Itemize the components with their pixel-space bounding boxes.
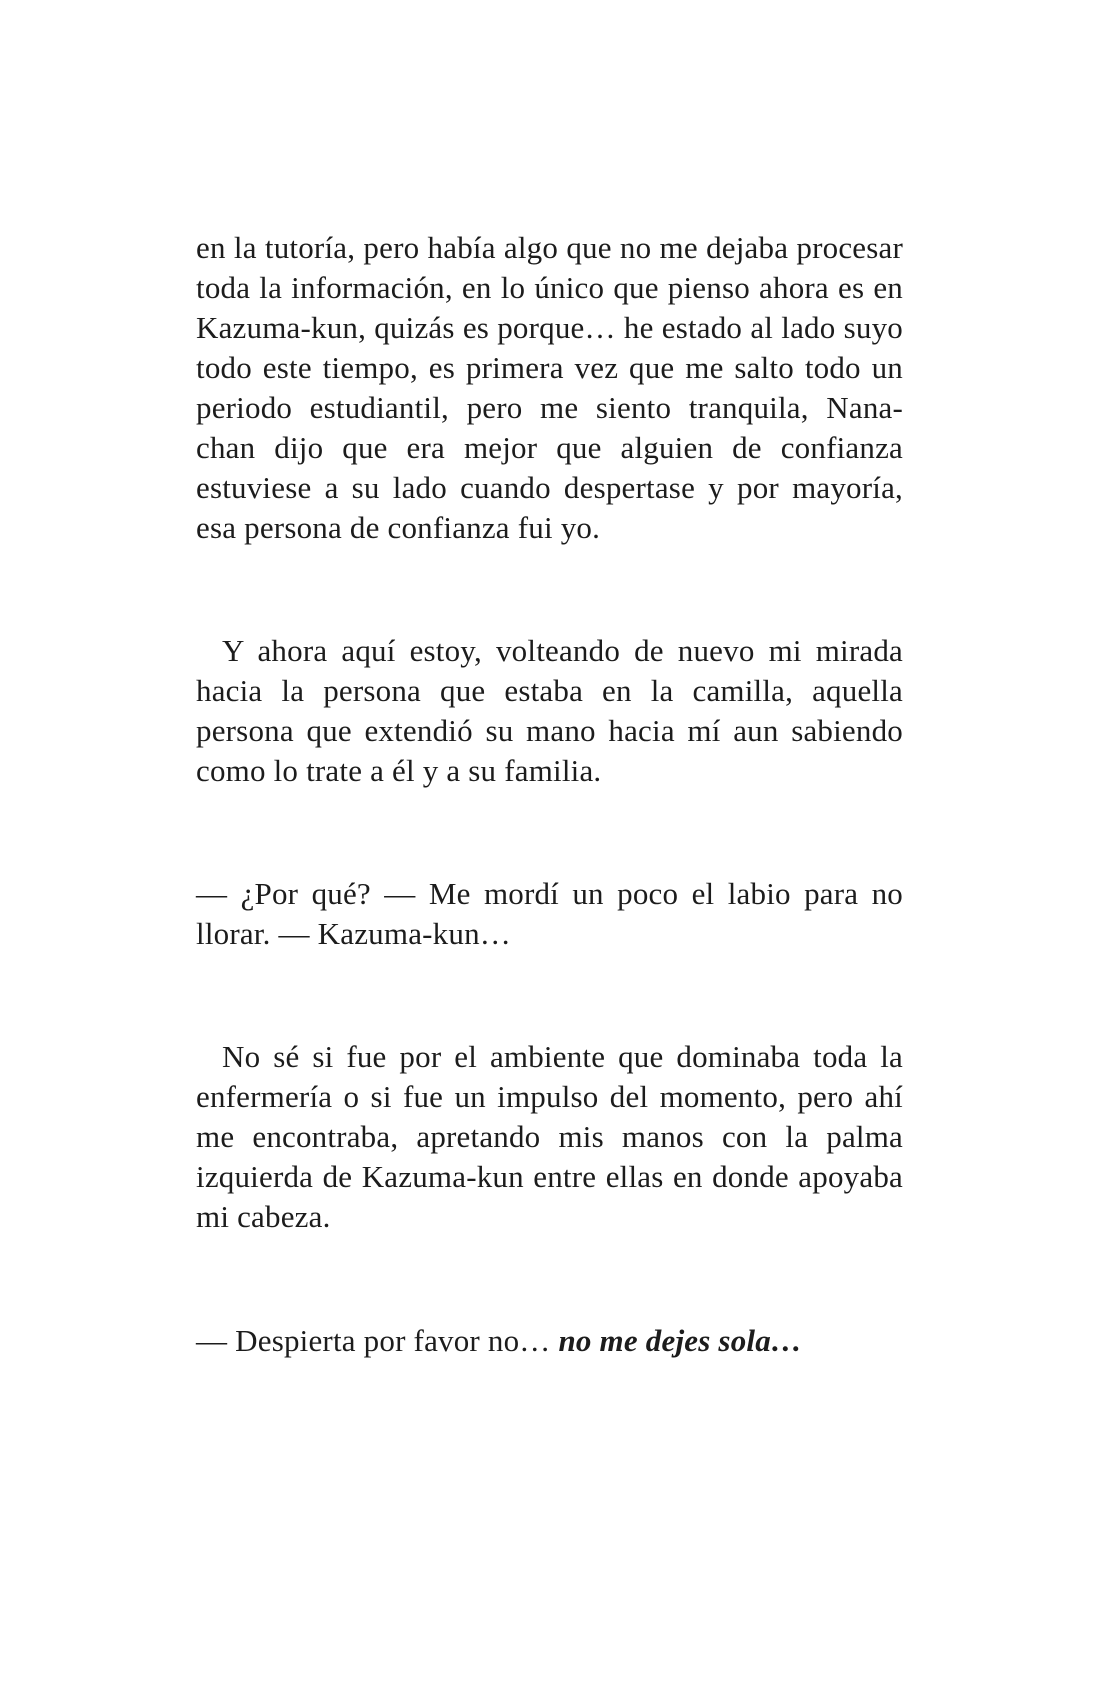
dialogue-por-que: — ¿Por qué? — Me mordí un poco el labio para no llorar. — Kazuma-kun… [196, 876, 903, 951]
paragraph-no-se-si: No sé si fue por el ambiente que dominaba toda la enfermería o si fue un impulso del momento, pero ahí me encontraba, apretando mis manos con la palma izquierda de Kazuma-kun entre ellas en donde apoyaba mi cabeza. [196, 1039, 903, 1234]
paragraph-ahora-aqui: Y ahora aquí estoy, volteando de nuevo mi mirada hacia la persona que estaba en la camilla, aquella persona que extendió su mano hacia mí aun sabiendo como lo trate a él y a su familia. [196, 633, 903, 788]
dialogue-despierta-plain: — Despierta por favor no… [196, 1323, 559, 1358]
dialogue-despierta-emphasis: no me dejes sola… [558, 1323, 803, 1358]
page-text-body [196, 228, 903, 1361]
dialogue-despierta [196, 1321, 903, 1361]
paragraph-tutoria: en la tutoría, pero había algo que no me dejaba procesar toda la información, en lo único que pienso ahora es en Kazuma-kun, quizás es porque… he estado al lado suyo todo este tiempo, es primera vez que me salto todo un periodo estudiantil, pero me siento tranquila, Nana-chan dijo que era mejor que alguien de confianza estuviese a su lado cuando despertase y por mayoría, esa persona de confianza fui yo. [196, 230, 903, 545]
